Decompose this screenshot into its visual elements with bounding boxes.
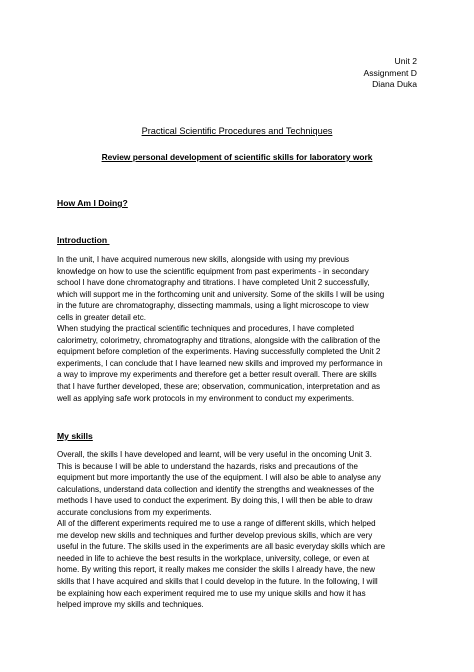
my-skills-line: needed in life to achieve the best results in the workplace, university, college, or even at [57, 553, 370, 563]
my-skills-line: skills that I have acquired and skills that I could develop in the future. In the following, I will [57, 577, 378, 587]
my-skills-line: accurate conclusions from my experiments. [57, 507, 212, 517]
my-skills-line: home. By writing this report, it really makes me consider the skills I already have, the new [57, 565, 375, 575]
introduction-line: equipment before completion of the experiments. Having successfully completed the Unit 2 [57, 347, 381, 357]
introduction-line: cells in greater detail etc. [57, 312, 147, 322]
document-header [364, 56, 418, 91]
unit-label: Unit 2 [394, 56, 417, 66]
my-skills-line: calculations, understand data collection and identify the strengths and weaknesses of the [57, 484, 375, 494]
my-skills-line: All of the different experiments required me to use a range of different skills, which helped [57, 519, 376, 529]
introduction-line: knowledge on how to use the scientific equipment from past experiments - in secondary [57, 266, 369, 276]
introduction-line: which will support me in the forthcoming unit and university. Some of the skills I will be using [57, 289, 385, 299]
assignment-label: Assignment D [363, 67, 417, 78]
heading-how-am-i-doing: How Am I Doing? [57, 198, 128, 208]
my-skills-line: This is because I will be able to understand the hazards, risks and precautions of the [57, 461, 359, 471]
author-name: Diana Duka [372, 79, 417, 90]
my-skills-body [57, 449, 427, 611]
introduction-line: calorimetry, colorimetry, chromatography and titrations, alongside with the calibration of the [57, 335, 381, 345]
introduction-line: school I have done chromatography and titrations. I have completed Unit 2 successfully, [57, 278, 370, 288]
heading-my-skills: My skills [57, 431, 93, 441]
my-skills-line: helped improve my skills and techniques. [57, 600, 204, 610]
document-subtitle: Review personal development of scientific skills for laboratory work [101, 152, 373, 162]
my-skills-line: methods I have used to conduct the experiment. By doing this, I will then be able to draw [57, 496, 373, 506]
introduction-line: a way to improve my experiments and therefore get a better result overall. There are skills [57, 370, 377, 380]
introduction-line: well as applying safe work protocols in my environment to conduct my experiments. [57, 393, 354, 403]
introduction-line: in the future are chromatography, dissecting mammals, using a light microscope to view [57, 301, 369, 311]
my-skills-line: be explaining how each experiment required me to use my unique skills and how it has [57, 588, 366, 598]
introduction-body [57, 254, 427, 404]
my-skills-line: me develop new skills and techniques and further develop previous skills, which are very [57, 530, 373, 540]
document-title: Practical Scientific Procedures and Techniques [141, 126, 333, 136]
introduction-line: In the unit, I have acquired numerous new skills, alongside with using my previous [57, 255, 350, 264]
heading-introduction: Introduction [57, 235, 110, 245]
my-skills-line: Overall, the skills I have developed and learnt, will be very useful in the oncoming Unit 3. [57, 450, 372, 459]
my-skills-line: useful in the future. The skills used in the experiments are all basic everyday skills which are [57, 542, 386, 552]
introduction-line: When studying the practical scientific techniques and procedures, I have completed [57, 324, 355, 334]
my-skills-line: equipment but more importantly the use of the equipment. I will also be able to analyse any [57, 473, 381, 483]
introduction-line: experiments, I can conclude that I have learned new skills and improved my performance in [57, 358, 383, 368]
introduction-line: that I have further developed, these are; observation, communication, interpretation and as [57, 382, 380, 392]
